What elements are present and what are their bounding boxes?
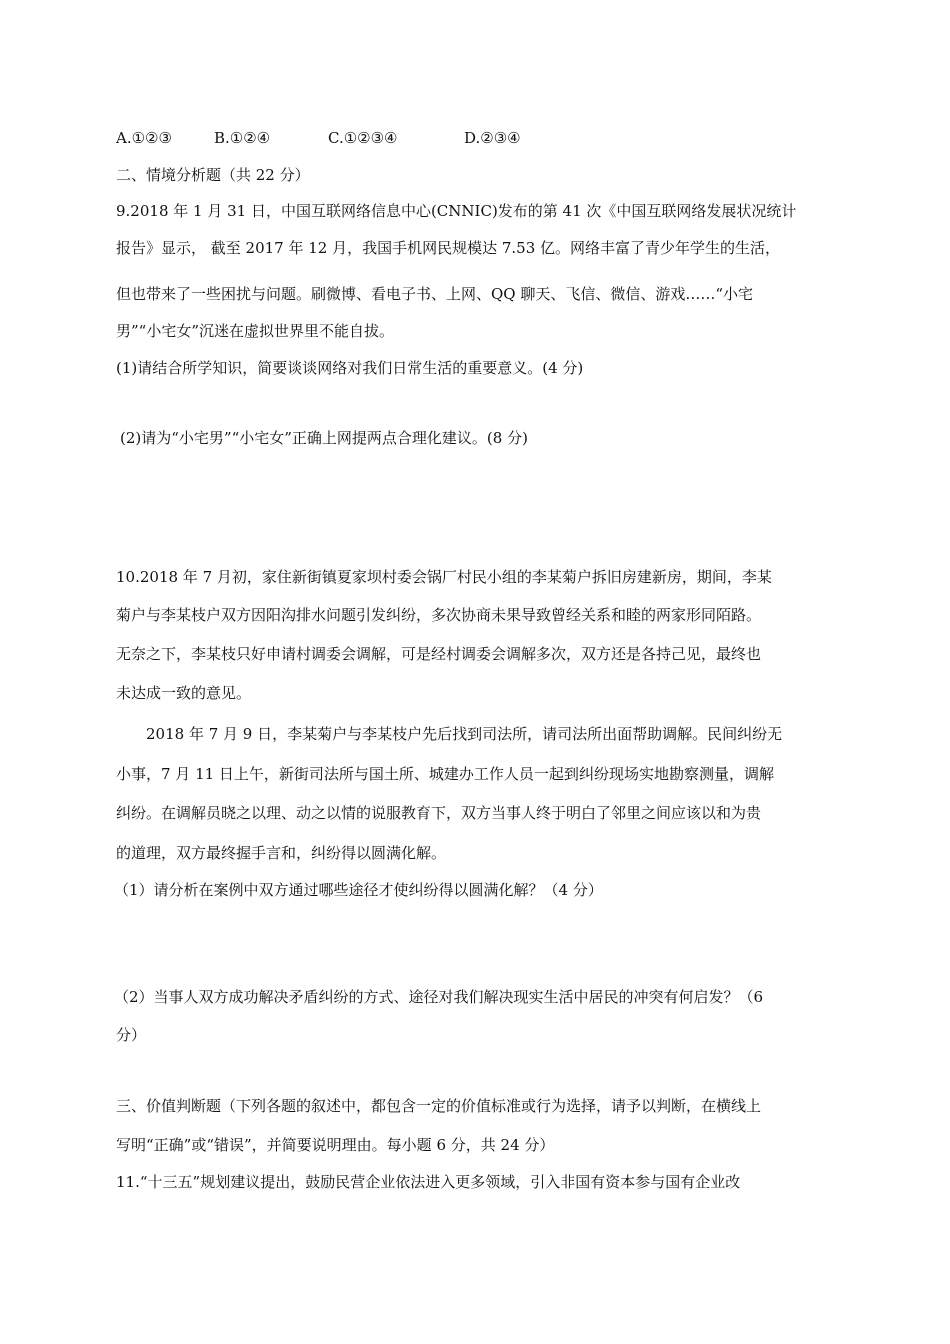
q10-para2-line-1: 2018 年 7 月 9 日，李某菊户与李某枝户先后找到司法所，请司法所出面帮助调解。民间纠纷无 (146, 725, 783, 743)
option-d: D.②③④ (464, 129, 521, 147)
q10-subquestion-1: （1）请分析在案例中双方通过哪些途径才使纠纷得以圆满化解？（4 分） (114, 881, 603, 899)
q10-text-line-1: 10.2018 年 7 月初，家住新街镇夏家坝村委会锅厂村民小组的李某菊户拆旧房建新房，期间，李某 (116, 568, 772, 586)
q10-text-line-3: 无奈之下，李某枝只好申请村调委会调解，可是经村调委会调解多次，双方还是各持己见，最终也 (116, 645, 762, 663)
q9-text-line-2: 报告》显示， 截至 2017 年 12 月，我国手机网民规模达 7.53 亿。网络丰富了青少年学生的生活， (116, 239, 781, 257)
q9-text-line-4: 男”“小宅女”沉迷在虚拟世界里不能自拔。 (116, 322, 395, 340)
q10-para2-line-2: 小事，7 月 11 日上午，新街司法所与国土所、城建办工作人员一起到纠纷现场实地勘察测量，调解 (116, 765, 774, 783)
section-2-heading: 二、情境分析题（共 22 分） (116, 166, 310, 184)
q10-para2-line-3: 纠纷。在调解员晓之以理、动之以情的说服教育下，双方当事人终于明白了邻里之间应该以和为贵 (116, 804, 762, 822)
q9-subquestion-2: (2)请为“小宅男”“小宅女”正确上网提两点合理化建议。(8 分) (120, 429, 528, 447)
q11-text-line-1: 11.“十三五”规划建议提出，鼓励民营企业依法进入更多领域，引入非国有资本参与国有企业改 (116, 1173, 741, 1191)
q9-text-line-1: 9.2018 年 1 月 31 日，中国互联网络信息中心(CNNIC)发布的第 41 次《中国互联网络发展状况统计 (116, 202, 797, 220)
option-c: C.①②③④ (328, 129, 398, 147)
option-a: A.①②③ (116, 129, 172, 147)
q9-subquestion-1: (1)请结合所学知识，简要谈谈网络对我们日常生活的重要意义。(4 分) (116, 359, 584, 377)
q10-subquestion-2-line-1: （2）当事人双方成功解决矛盾纠纷的方式、途径对我们解决现实生活中居民的冲突有何启发？（6 (114, 988, 764, 1006)
q9-text-line-3: 但也带来了一些困扰与问题。刷微博、看电子书、上网、QQ 聊天、飞信、微信、游戏……“小宅 (116, 285, 754, 303)
option-b: B.①②④ (214, 129, 271, 147)
section-3-heading-line-2: 写明“正确”或“错误”，并简要说明理由。每小题 6 分，共 24 分） (116, 1136, 555, 1154)
q10-text-line-4: 未达成一致的意见。 (116, 684, 252, 702)
q10-subquestion-2-line-2: 分） (116, 1026, 147, 1044)
answer-options (116, 128, 521, 148)
section-3-heading-line-1: 三、价值判断题（下列各题的叙述中，都包含一定的价值标准或行为选择，请予以判断，在横线上 (116, 1097, 762, 1115)
q10-para2-line-4: 的道理，双方最终握手言和，纠纷得以圆满化解。 (116, 844, 447, 862)
q10-text-line-2: 菊户与李某枝户双方因阳沟排水问题引发纠纷，多次协商未果导致曾经关系和睦的两家形同陌路。 (116, 606, 762, 624)
